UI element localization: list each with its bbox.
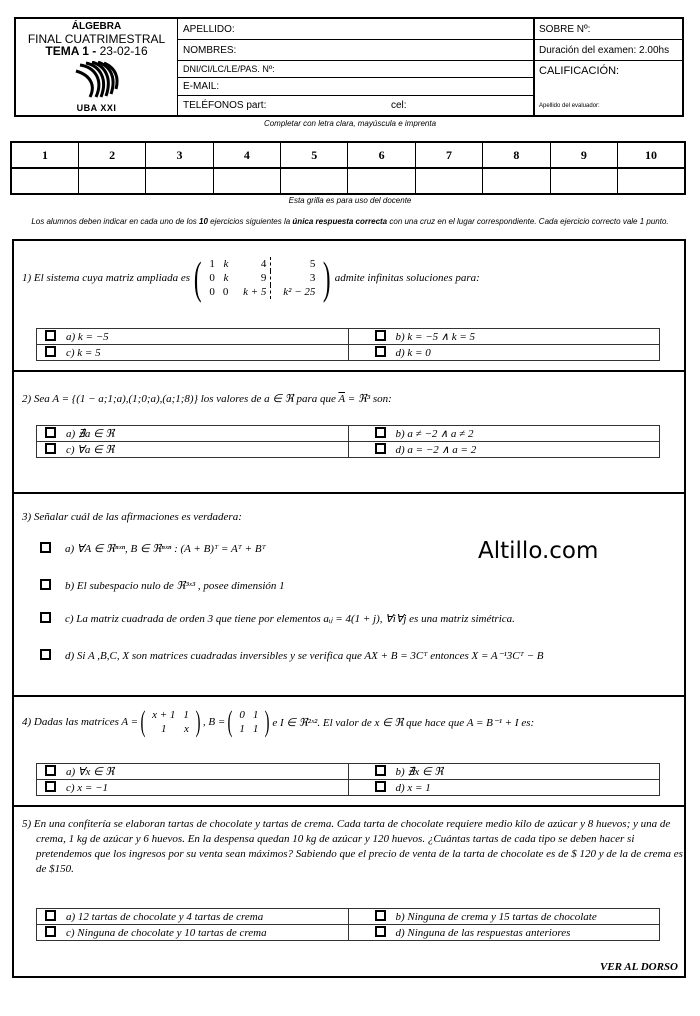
telefonos-field[interactable]: TELÉFONOS part: cel: — [183, 100, 407, 111]
subject-title: ÁLGEBRA — [71, 21, 122, 32]
checkbox-icon[interactable] — [375, 926, 386, 937]
q1-options — [36, 328, 660, 361]
q2-option-b[interactable]: b) a ≠ −2 ∧ a ≠ 2 — [348, 426, 660, 442]
grid-cell[interactable] — [415, 168, 482, 194]
q3-option-b[interactable]: b) El subespacio nulo de ℜ³ˣ³ , posee dimensión 1 — [40, 579, 285, 592]
evaluador-field[interactable]: Apellido del evaluador: — [539, 103, 600, 109]
checkbox-icon[interactable] — [375, 781, 386, 792]
checkbox-icon[interactable] — [45, 427, 56, 438]
ver-al-dorso: VER AL DORSO — [599, 961, 678, 973]
nombres-field[interactable]: NOMBRES: — [178, 40, 533, 61]
grid-cell[interactable] — [281, 168, 348, 194]
grid-col-5: 5 — [281, 142, 348, 168]
question-2 — [12, 370, 686, 492]
checkbox-icon[interactable] — [375, 765, 386, 776]
grid-cell[interactable] — [213, 168, 280, 194]
instructions: Los alumnos deben indicar en cada uno de los 10 ejercicios siguientes la única respuesta correcta con una cruz en el lugar correspondiente. Cada ejercicio correcto vale 1 punto. — [31, 217, 669, 226]
checkbox-icon[interactable] — [45, 330, 56, 341]
grid-cell[interactable] — [146, 168, 213, 194]
checkbox-icon[interactable] — [375, 346, 386, 357]
calificacion-field[interactable]: CALIFICACIÓN: — [539, 65, 620, 77]
checkbox-icon[interactable] — [40, 579, 51, 590]
apellido-field[interactable]: APELLIDO: — [178, 19, 533, 40]
grid-col-2: 2 — [78, 142, 145, 168]
q5-option-b[interactable]: b) Ninguna de crema y 15 tartas de chocolate — [348, 909, 660, 925]
q2-options — [36, 425, 660, 458]
tema-date: TEMA 1 - 23-02-16 — [45, 44, 148, 58]
checkbox-icon[interactable] — [375, 330, 386, 341]
q5-text: 5) En una confitería se elaboran tartas de chocolate y tartas de crema. Cada tarta de chocolate requiere medio kilo de azúcar y 8 huevos; y una de crema, 1 kg de azúcar y 6 huevos. En la despensa quedan 10 kg de azúcar y 120 huevos. ¿Cuántas tartas de cada tipo se deben hacer si pretendemos que los ingresos por su venta sean máximos? Sabiendo que el precio de venta de la tarta de chocolate es de $ 120 y de la de crema es de $150. — [22, 818, 683, 875]
exam-header — [14, 17, 684, 117]
logo-text: UBA XXI — [76, 103, 117, 113]
grading-grid — [10, 141, 686, 195]
q4-mid: , B = — [202, 716, 226, 728]
grid-col-8: 8 — [483, 142, 550, 168]
uba-logo-icon — [74, 61, 120, 99]
grid-col-3: 3 — [146, 142, 213, 168]
checkbox-icon[interactable] — [40, 649, 51, 660]
q2-option-d[interactable]: d) a = −2 ∧ a = 2 — [348, 442, 660, 458]
q1-augmented-matrix: ( 1 k 4 5 0 k 9 3 0 0 k + 5 k² − 25 ) — [193, 252, 331, 303]
checkbox-icon[interactable] — [45, 443, 56, 454]
q3-text: 3) Señalar cuál de las afirmaciones es verdadera: — [22, 511, 242, 523]
checkbox-icon[interactable] — [45, 346, 56, 357]
checkbox-icon[interactable] — [45, 765, 56, 776]
duracion-label: Duración del examen: 2.00hs — [535, 40, 682, 61]
q4-options — [36, 763, 660, 796]
grid-col-10: 10 — [618, 142, 685, 168]
question-1 — [12, 239, 686, 370]
q4-option-c[interactable]: c) x = −1 — [37, 780, 349, 796]
dni-field[interactable]: DNI/CI/LC/LE/PAS. Nº: — [178, 61, 533, 78]
checkbox-icon[interactable] — [375, 443, 386, 454]
checkbox-icon[interactable] — [40, 542, 51, 553]
student-fields — [178, 19, 535, 115]
q1-suffix: admite infinitas soluciones para: — [334, 272, 480, 284]
q3-option-a[interactable]: a) ∀A ∈ ℜⁿˣⁿ, B ∈ ℜⁿˣⁿ : (A + B)ᵀ = Aᵀ + Bᵀ — [40, 542, 266, 555]
checkbox-icon[interactable] — [375, 910, 386, 921]
q5-option-a[interactable]: a) 12 tartas de chocolate y 4 tartas de crema — [37, 909, 349, 925]
cel-label: cel: — [391, 100, 407, 111]
q5-option-c[interactable]: c) Ninguna de chocolate y 10 tartas de crema — [37, 925, 349, 941]
checkbox-icon[interactable] — [45, 910, 56, 921]
grid-col-6: 6 — [348, 142, 415, 168]
q1-option-a[interactable]: a) k = −5 — [37, 329, 349, 345]
checkbox-icon[interactable] — [45, 781, 56, 792]
q2-option-a[interactable]: a) ∄a ∈ ℜ — [37, 426, 349, 442]
grid-col-7: 7 — [415, 142, 482, 168]
q2-option-c[interactable]: c) ∀a ∈ ℜ — [37, 442, 349, 458]
checkbox-icon[interactable] — [375, 427, 386, 438]
grid-note: Esta grilla es para uso del docente — [288, 196, 412, 205]
q1-option-c[interactable]: c) k = 5 — [37, 345, 349, 361]
checkbox-icon[interactable] — [40, 612, 51, 623]
grid-cell[interactable] — [483, 168, 550, 194]
q4-matrix-a: ( x + 1 1 1 x ) — [140, 705, 201, 738]
grid-cell[interactable] — [78, 168, 145, 194]
q4-matrix-b: ( 0 1 1 1 ) — [227, 705, 270, 738]
q3-option-d[interactable]: d) Si A ,B,C, X son matrices cuadradas inversibles y se verifica que AX + B = 3Cᵀ entonces X = A⁻¹3Cᵀ − B — [40, 649, 543, 662]
q1-prefix: 1) El sistema cuya matriz ampliada es — [22, 272, 191, 284]
sobre-field[interactable]: SOBRE Nº: — [535, 19, 682, 40]
q3-option-c[interactable]: c) La matriz cuadrada de orden 3 que tiene por elementos aᵢⱼ = 4(1 + j), ∀i∀j es una matriz simétrica. — [40, 612, 515, 625]
grid-cell[interactable] — [348, 168, 415, 194]
grid-col-1: 1 — [11, 142, 78, 168]
question-3 — [12, 492, 686, 695]
grid-cell[interactable] — [550, 168, 617, 194]
q4-prefix: 4) Dadas las matrices A = — [22, 716, 139, 728]
email-field[interactable]: E-MAIL: — [178, 78, 533, 96]
exam-title-block — [16, 19, 178, 115]
exam-type: FINAL CUATRIMESTRAL — [27, 32, 166, 46]
q4-suffix: e I ∈ ℜ²ˣ². El valor de x ∈ ℜ que hace que A = B⁻¹ + I es: — [272, 716, 535, 729]
grid-cell[interactable] — [11, 168, 78, 194]
q2-text: 2) Sea A = {(1 − a;1;a),(1;0;a),(a;1;8)} los valores de a ∈ ℜ para que $\overline{A}$ = ℜ³ son: — [22, 393, 392, 405]
grid-col-9: 9 — [550, 142, 617, 168]
watermark: Altillo.com — [478, 538, 599, 564]
grading-fields — [535, 19, 682, 115]
question-5 — [12, 805, 686, 978]
q5-options — [36, 908, 660, 941]
header-note: Completar con letra clara, mayúscula e imprenta — [263, 119, 437, 128]
q1-option-b[interactable]: b) k = −5 ∧ k = 5 — [348, 329, 660, 345]
q1-option-d[interactable]: d) k = 0 — [348, 345, 660, 361]
q4-option-a[interactable]: a) ∀x ∈ ℜ — [37, 764, 349, 780]
q4-option-d[interactable]: d) x = 1 — [348, 780, 660, 796]
question-4 — [12, 695, 686, 805]
q4-option-b[interactable]: b) ∄x ∈ ℜ — [348, 764, 660, 780]
grid-cell[interactable] — [618, 168, 685, 194]
checkbox-icon[interactable] — [45, 926, 56, 937]
q5-option-d[interactable]: d) Ninguna de las respuestas anteriores — [348, 925, 660, 941]
grid-col-4: 4 — [213, 142, 280, 168]
